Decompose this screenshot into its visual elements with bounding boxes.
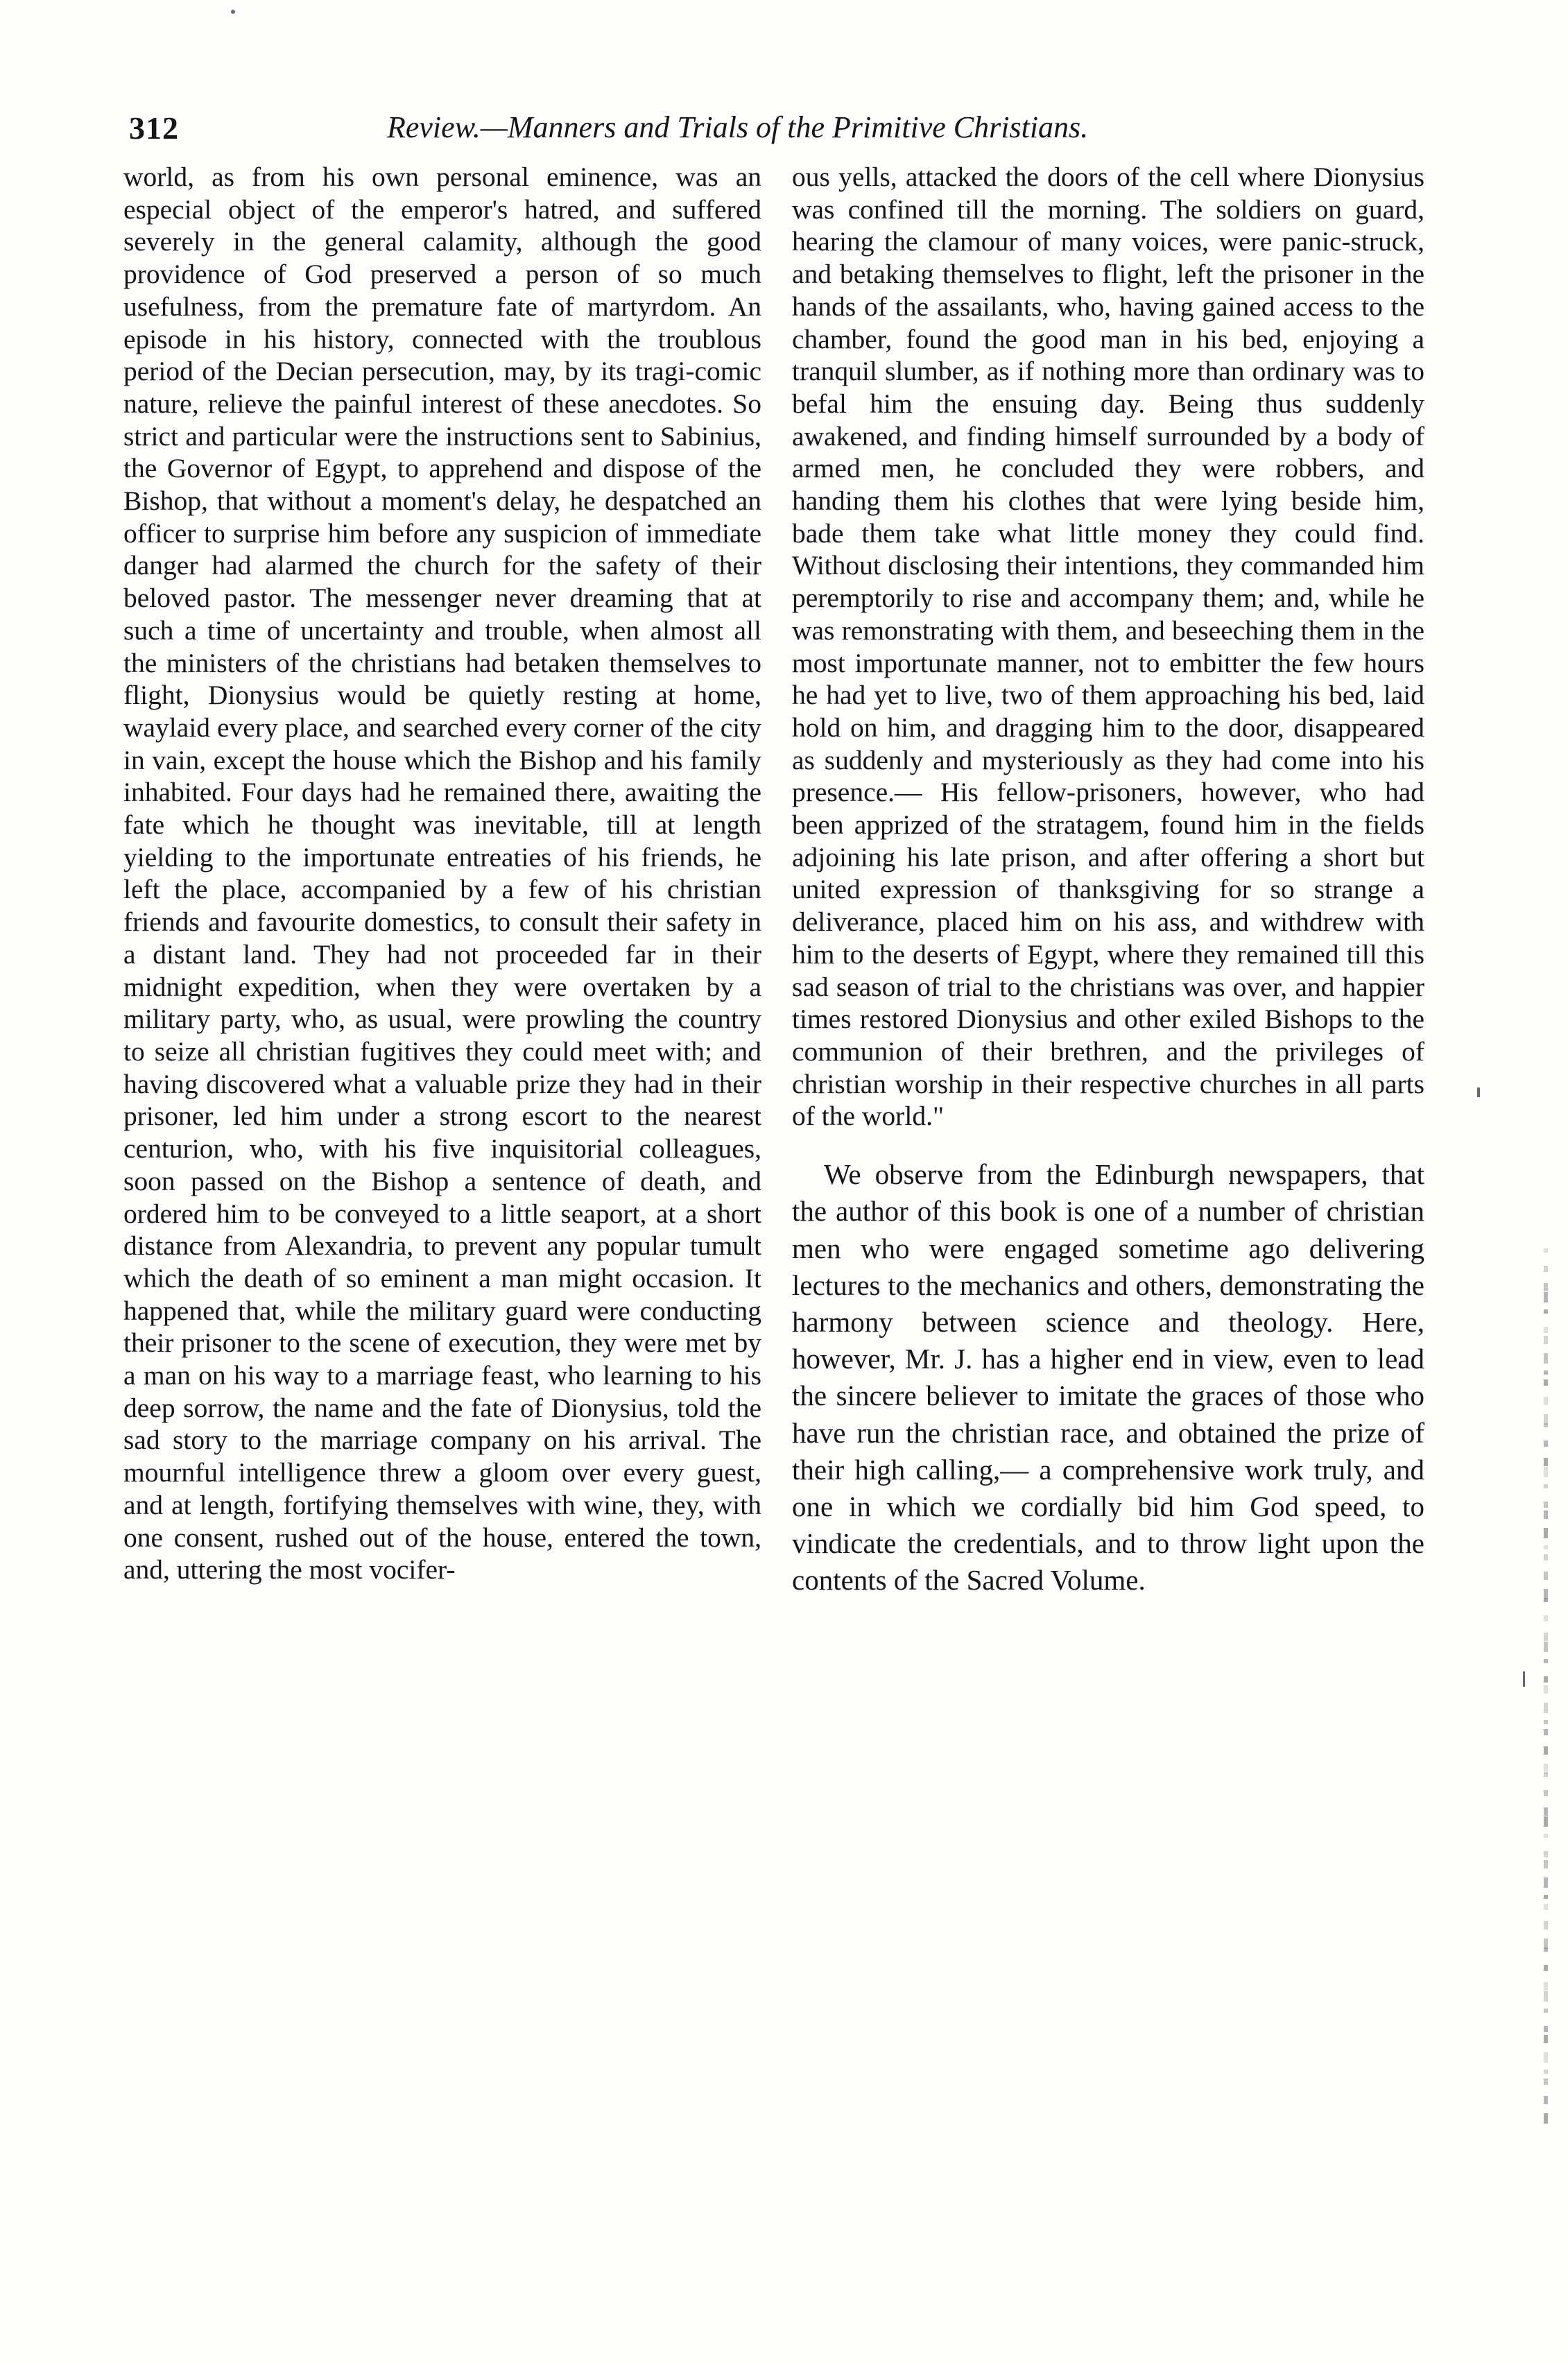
edge-mark	[1544, 1676, 1548, 1683]
edge-mark	[1544, 1440, 1548, 1447]
binding-edge-marks	[1538, 1248, 1553, 2150]
edge-mark	[1544, 2113, 1548, 2124]
left-column	[123, 161, 761, 1586]
edge-mark	[1544, 1327, 1548, 1333]
scan-speck	[1477, 1087, 1480, 1097]
left-column-text: world, as from his own personal eminence, was an especial object of the emperor's hatred, and suffered severely in the general calamity, although the good providence of God preserved a person of so much usefulness, from the premature fate of martyrdom. An episode in his history, connected with the troublous period of the Decian persecution, may, by its tragi-comic nature, relieve the painful interest of these anecdotes. So strict and particular were the instructions sent to Sabinius, the Governor of Egypt, to apprehend and dispose of the Bishop, that without a moment's delay, he despatched an officer to surprise him before any suspicion of immediate danger had alarmed the church for the safety of their beloved pastor. The messenger never dreaming that at such a time of uncertainty and trouble, when almost all the ministers of the christians had betaken themselves to flight, Dionysius would be quietly resting at home, waylaid every place, and searched every corner of the city in vain, except the house which the Bishop and his family inhabited. Four days had he remained there, awaiting the fate which he thought was inevitable, till at length yielding to the importunate entreaties of his friends, he left the place, accompanied by a few of his christian friends and favourite domestics, to consult their safety in a distant land. They had not proceeded far in their midnight expedition, when they were overtaken by a military party, who, as usual, were prowling the country to seize all christian fugitives they could meet with; and having discovered what a valuable prize they had in their prisoner, led him under a strong escort to the nearest centurion, who, with his five inquisitorial colleagues, soon passed on the Bishop a sentence of death, and ordered him to be conveyed to a little seaport, at a short distance from Alexandria, to prevent any popular tumult which the death of so eminent a man might occasion. It happened that, while the military guard were conducting their prisoner to the scene of execution, they were met by a man on his way to a marriage feast, who learning to his deep sorrow, the name and the fate of Dionysius, told the sad story to the marriage company on his arrival. The mournful intelligence threw a gloom over every guest, and at length, fortifying themselves with wine, they, with one consent, rushed out of the house, entered the town, and, uttering the most vocifer-	[123, 162, 761, 1585]
right-column-text: ous yells, attacked the doors of the cell where Dionysius was confined till the morning. The soldiers on guard, hearing the clamour of many voices, were panic-struck, and betaking themselves to flight, left the prisoner in the hands of the assailants, who, having gained access to the chamber, found the good man in his bed, enjoying a tranquil slumber, as if nothing more than ordinary was to befal him the ensuing day. Being thus suddenly awakened, and finding himself surrounded by a body of armed men, he concluded they were robbers, and handing them his clothes that were lying beside him, bade them take what little money they could find. Without disclosing their intentions, they commanded him peremptorily to rise and accompany them; and, while he was remonstrating with them, and beseeching them in the most importunate manner, not to embitter the few hours he had yet to live, two of them approaching his bed, laid hold on him, and dragging him to the door, disappeared as suddenly and mysteriously as they had come into his presence.— His fellow-prisoners, however, who had been apprized of the stratagem, found him in the fields adjoining his late prison, and after offering a short but united expression of thanksgiving for so strange a deliverance, placed him on his ass, and withdrew with him to the deserts of Egypt, where they remained till this sad season of trial to the christians was over, and happier times restored Dionysius and other exiled Bishops to the communion of their brethren, and the privileges of christian worship in their respective churches in all parts of the world."	[792, 162, 1424, 1132]
edge-mark	[1544, 1511, 1548, 1519]
edge-mark	[1544, 2009, 1548, 2013]
edge-mark	[1544, 1248, 1548, 1253]
reviewer-paragraph: We observe from the Edinburgh newspapers, that the author of this book is one of a number of christian men who were engaged sometime ago delivering lectures to the mechanics and others, demonstrating the harmony between science and theology. Here, however, Mr. J. has a higher end in view, even to lead the sincere believer to imitate the graces of those who have run the christian race, and obtained the prize of their high calling,— a comprehensive work truly, and one in which we cordially bid him God speed, to vindicate the credentials, and to throw light upon the contents of the Sacred Volume.	[792, 1158, 1424, 1597]
edge-mark	[1544, 1379, 1548, 1386]
edge-mark	[1544, 1746, 1548, 1755]
page-number: 312	[129, 110, 179, 146]
edge-mark	[1544, 1947, 1548, 1952]
edge-mark	[1544, 1572, 1548, 1580]
edge-mark	[1544, 1528, 1548, 1538]
edge-mark	[1544, 2096, 1548, 2104]
edge-mark	[1544, 1659, 1548, 1663]
edge-mark	[1544, 2035, 1548, 2043]
edge-mark	[1544, 1703, 1548, 1713]
edge-mark	[1544, 1773, 1548, 1777]
edge-mark	[1544, 1904, 1548, 1910]
edge-mark	[1544, 1397, 1548, 1405]
edge-mark	[1544, 1266, 1548, 1272]
edge-mark	[1544, 2052, 1548, 2063]
edge-mark	[1544, 2070, 1548, 2074]
edge-mark	[1544, 1807, 1548, 1816]
edge-mark	[1544, 1484, 1548, 1488]
edge-mark	[1544, 1991, 1548, 2002]
edge-mark	[1544, 1502, 1548, 1508]
edge-mark	[1544, 1554, 1548, 1560]
edge-mark	[1544, 1834, 1548, 1838]
edge-mark	[1544, 1860, 1548, 1868]
edge-mark	[1544, 1598, 1548, 1602]
scan-speck	[1523, 1671, 1525, 1687]
edge-mark	[1544, 1633, 1548, 1641]
edge-mark	[1544, 1685, 1548, 1694]
edge-mark	[1544, 1423, 1548, 1427]
edge-mark	[1544, 2026, 1548, 2032]
edge-mark	[1544, 1292, 1548, 1302]
edge-mark	[1544, 1851, 1548, 1857]
running-head	[129, 103, 1438, 151]
scan-speck	[231, 10, 235, 14]
right-column	[792, 161, 1424, 1599]
edge-mark	[1544, 1816, 1548, 1827]
edge-mark	[1544, 1283, 1548, 1291]
edge-mark	[1544, 2079, 1548, 2085]
edge-mark	[1544, 1309, 1548, 1314]
edge-mark	[1544, 1720, 1548, 1724]
edge-mark	[1544, 1545, 1548, 1549]
edge-mark	[1544, 1615, 1548, 1622]
edge-mark	[1544, 1921, 1548, 1929]
edge-mark	[1544, 1336, 1548, 1344]
edge-mark	[1544, 1895, 1548, 1899]
edge-mark	[1544, 1467, 1548, 1477]
running-head-title: Review.—Manners and Trials of the Primitive Christians.	[387, 110, 1089, 144]
edge-mark	[1544, 1353, 1548, 1364]
edge-mark	[1544, 1877, 1548, 1888]
edge-mark	[1544, 1370, 1548, 1375]
edge-mark	[1544, 1790, 1548, 1796]
edge-mark	[1544, 1642, 1548, 1652]
edge-mark	[1544, 1458, 1548, 1466]
edge-mark	[1544, 1729, 1548, 1735]
edge-mark	[1544, 1965, 1548, 1971]
edge-mark	[1544, 1982, 1548, 1990]
